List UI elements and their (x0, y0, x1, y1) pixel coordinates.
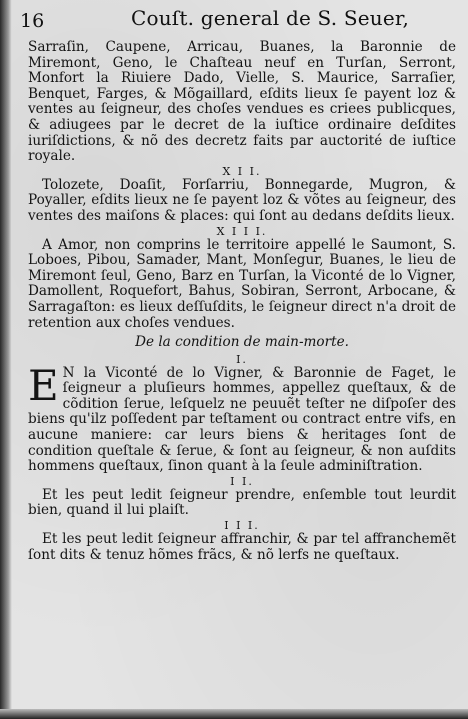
section-title: De la condition de main-morte. (135, 334, 349, 351)
article-numeral: I I I. (224, 519, 260, 533)
article-paragraph: Et les peut ledit ſeigneur affranchir, & par tel affranchemẽt ſont dits & tenuz hõmes frãcs, & nõ lerfs ne queſtaux. (28, 531, 456, 563)
article-numeral: I I. (230, 474, 254, 488)
article-paragraph: Et les peut ledit ſeigneur prendre, enſemble tout leurdit bien, quand il lui plaiſt. (28, 486, 456, 519)
article-numeral: I. (236, 352, 248, 366)
page-bottom-shadow (0, 709, 468, 719)
article-paragraph: A Amor, non comprins le territoire appellé le Saumont, S. Loboes, Pibou, Samader, Mant, Monſegur, Buanes, le lieu de Miremont ſeul, Geno, Barz en Turſan, la Viconté de lo Vigner, Damollent, Roquefort, Bahus, Sobiran, Serront, Arbocane, & Sarragaſton: es lieux deſſuſdits, le ſeigneur direct n'a droit de retention aux choſes vendues. (28, 236, 456, 331)
drop-cap: E (28, 360, 59, 410)
page-edge-shadow (0, 0, 12, 719)
dropcap-paragraph-text: N la Viconté de lo Vigner, & Baronnie de Faget, le ſeigneur a pluſieurs hommes, appellez queſtaux, & de cõdition ſerue, leſquelz ne peuuẽt teſter ne diſpoſer des biens qu'ilz poſſedent par teſtament ou contract entre vifs, en aucune maniere: car leurs biens & heritages ſont de condition queſtale & ſerue, & ſont au ſeigneur, & non auſdits hommens queſtaux, ſinon quant à la ſeule adminiſtration. (28, 364, 456, 475)
page-body (28, 40, 456, 563)
page-number: 16 (20, 10, 45, 32)
running-head: Couſt. general de S. Seuer, (130, 6, 410, 30)
article-numeral: X I I. (222, 164, 262, 178)
page-header (20, 6, 460, 36)
article-paragraph-dropcap (28, 360, 456, 475)
article-paragraph: Sarraſin, Caupene, Arricau, Buanes, la Baronnie de Miremont, Geno, le Chaſteau neuf en Turſan, Serront, Monfort la Riuiere Dado, Vielle, S. Maurice, Sarraſier, Benquet, Farges, & Mõgaillard, eſdits lieux ſe payent loz & ventes au ſeigneur, des choſes vendues es criees publicques, & adiugees par le decret de la iuſtice ordinaire deſdites iuriſdictions, & nõ des decretz faits par auctorité de iuſtice royale. (28, 39, 456, 165)
article-paragraph: Tolozete, Doaſit, Forſarriu, Bonnegarde, Mugron, & Poyaller, eſdits lieux ne ſe payent loz & võtes au ſeigneur, des ventes des maiſons & places: qui ſont au dedans deſdits lieux. (28, 176, 456, 224)
article-numeral: X I I I. (216, 224, 268, 238)
